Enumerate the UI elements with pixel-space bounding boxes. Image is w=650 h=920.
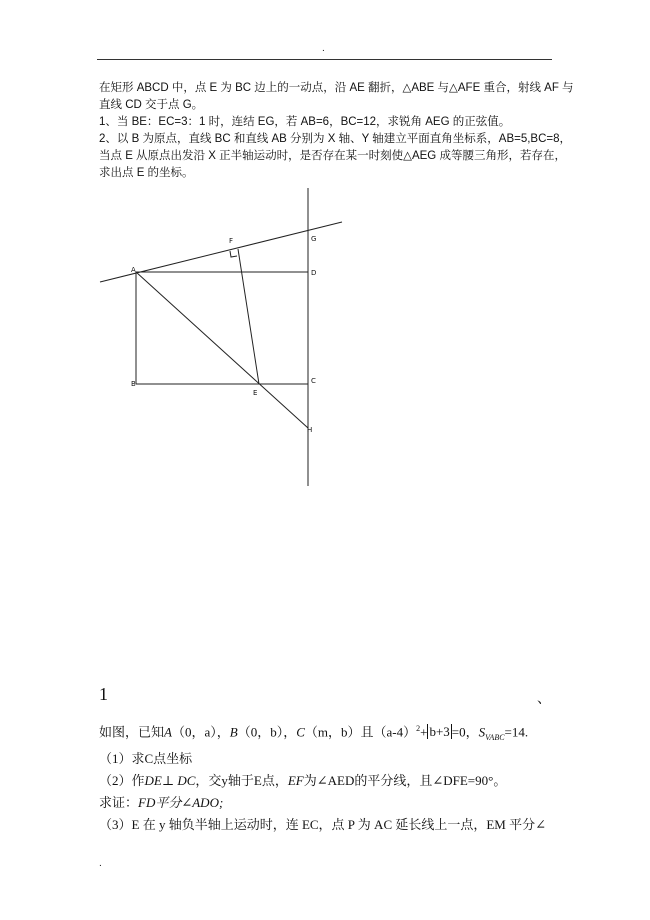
geometry-svg bbox=[98, 186, 348, 490]
exponent-2: 2 bbox=[416, 724, 421, 733]
label-b: B bbox=[131, 380, 136, 388]
right-angle-mark bbox=[230, 251, 237, 257]
problem1-line6: 求出点 E 的坐标。 bbox=[99, 167, 194, 179]
area-subscript: VABC bbox=[485, 732, 505, 742]
header-dot: . bbox=[322, 43, 325, 54]
area-s: S bbox=[478, 724, 486, 740]
label-g: G bbox=[311, 235, 317, 243]
problem2-q2 bbox=[99, 772, 506, 790]
line-ae-extended bbox=[136, 272, 308, 428]
point-a: A bbox=[164, 724, 172, 740]
section-mark: 、 bbox=[537, 692, 551, 707]
label-d: D bbox=[311, 269, 317, 277]
problem1-line5: 当点 E 从原点出发沿 X 正半轴运动时，是否存在某一时刻使△AEG 成等腰三角形，若存在， bbox=[99, 150, 566, 162]
coord-a: （0，a）， bbox=[171, 724, 230, 740]
label-f: F bbox=[229, 237, 234, 245]
problem2-q3: （3）E 在 y 轴负半轴上运动时，连 EC，点 P 为 AC 延长线上一点，EM 平分∠ bbox=[99, 817, 547, 832]
label-h: H bbox=[307, 426, 313, 434]
problem1-line2: 直线 CD 交于点 G。 bbox=[99, 99, 204, 111]
proof-label: 求证： bbox=[99, 795, 139, 810]
plus-sign: + bbox=[420, 724, 428, 740]
problem1-line4: 2、以 B 为原点，直线 BC 和直线 AB 分别为 X 轴、Y 轴建立平面直角坐标系，AB=5,BC=8， bbox=[99, 133, 572, 145]
segment-fe bbox=[238, 249, 259, 384]
equals-zero: =0， bbox=[451, 724, 479, 740]
problem2-proof bbox=[99, 794, 223, 812]
q2-de: DE⊥ DC bbox=[144, 773, 196, 788]
q2-b: ，交y轴于E点， bbox=[195, 773, 288, 788]
label-c: C bbox=[311, 377, 316, 385]
footer-dot: . bbox=[99, 858, 102, 869]
section-number: 1 bbox=[99, 684, 108, 704]
coord-b: （0，b）， bbox=[237, 724, 297, 740]
coord-c: （m，b）且（a-4） bbox=[304, 724, 417, 740]
point-c: C bbox=[296, 724, 305, 740]
q2-a: （2）作 bbox=[99, 773, 145, 788]
proof-statement: FD平分∠ADO; bbox=[138, 795, 224, 810]
q2-c: 为∠AED的平分线，且∠DFE=90°。 bbox=[303, 773, 507, 788]
geometry-figure bbox=[98, 186, 348, 490]
problem1-line3: 1、当 BE：EC=3：1 时，连结 EG，若 AB=6，BC=12，求锐角 AEG 的正弦值。 bbox=[99, 116, 511, 128]
problem2-q1: （1）求C点坐标 bbox=[99, 751, 193, 766]
header-rule bbox=[97, 59, 552, 60]
label-a: A bbox=[131, 266, 136, 274]
point-b: B bbox=[229, 724, 238, 740]
problem2-intro bbox=[99, 720, 528, 747]
q2-ef: EF bbox=[287, 773, 304, 788]
problem1-line1: 在矩形 ABCD 中，点 E 为 BC 边上的一动点，沿 AE 翻折，△ABE 与△AFE 重合，射线 AF 与 bbox=[99, 82, 574, 94]
area-value: =14. bbox=[504, 724, 529, 740]
absolute-value: b+3 bbox=[429, 724, 450, 740]
label-e: E bbox=[253, 389, 258, 397]
intro-pre: 如图，已知 bbox=[99, 724, 165, 740]
